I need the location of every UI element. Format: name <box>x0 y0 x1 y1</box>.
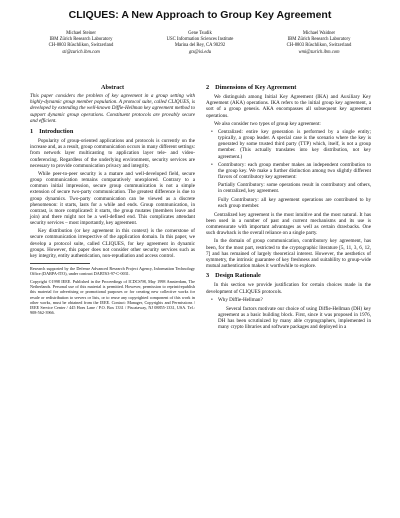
author-block <box>22 31 378 56</box>
bullet-list <box>206 129 371 209</box>
paper-title: CLIQUES: A New Approach to Group Key Agreement <box>68 9 332 21</box>
section-title: Introduction <box>39 127 74 135</box>
paragraph: Centralized key agreement is the most intuitive and the most natural. It has been used in a number of past and current mechanisms and its use is commensurate with important advantages as well as certain drawbacks. One such drawback is the overall reliance on a single party. <box>206 211 371 237</box>
paragraph: Key distribution (or key agreement in this context) is the cornerstone of secure communication irrespective of the application domain. In this paper, we develop a protocol suite, called CLIQUES, for key agreement in dynamic groups. However, this paper does not consider other security services such as key integrity, entity authentication, non-repudiation and access control. <box>30 228 195 259</box>
section-title: Dimensions of Key Agreement <box>215 84 297 91</box>
author-email: wmi@zurich.ibm.com <box>298 49 340 55</box>
section-number: 2 <box>206 84 210 91</box>
list-item: • Why Diffie-Hellman? <box>218 297 371 303</box>
author-1 <box>22 31 140 56</box>
section-heading-introduction <box>30 129 195 135</box>
abstract-heading: Abstract <box>100 84 125 91</box>
author-name: Gene Tsudik <box>188 31 212 36</box>
author-2 <box>141 31 259 56</box>
paragraph: In the domain of group communication, contributory key agreement, has been, for the most part, restricted to the cryptographic literature [5, 11, 3, 6, 12, 7] and has remained of largely theoretical interest. However, the aesthetics of symmetry, the intrinsic guarantee of key freshness and suitability to group-wide mutual authentication makes it worthwhile to explore. <box>206 238 371 270</box>
section-heading-design-rationale <box>206 273 371 279</box>
left-column <box>30 85 195 318</box>
paragraph: We distinguish among Initial Key Agreement (IKA) and Auxiliary Key Agreement (AKA) operations. IKA refers to the initial group key agreement, a sort of a group genesis. AKA encompasses all subsequent key agreement operations. <box>206 94 371 119</box>
paragraph: Popularity of group-oriented applications and protocols is currently on the increase and, as a result, group communication occurs in many different settings: from network layer multicasting to application layer tele- and video-conferencing. Regardless of the underlying environment, security services are necessary to provide communication privacy and integrity. <box>30 138 195 169</box>
paragraph: While peer-to-peer security is a mature and well-developed field, secure group communication remains comparatively unexplored. Contrary to a common initial impression, secure group communication is not a simple extension of secure two-party communication. The greatest difference is due to group dynamics. Two-party communication can be viewed as a discrete phenomenon: it starts, lasts for a while and ends. Group communication, in contrast, is more complicated: it starts, the group mutates (members leave and join) and there might not be a well-defined end. This complicates attendant security services – most importantly, key agreement. <box>30 170 195 227</box>
list-item-text: Contributory: each group member makes an independent contribution to the group key. We make a further distinction among two slightly different flavors of contributory key agreement: <box>218 161 371 181</box>
author-email: gts@isi.edu <box>188 49 212 55</box>
author-3 <box>260 31 378 56</box>
footnotes <box>30 266 195 315</box>
author-name: Michael Waidner <box>302 31 336 36</box>
author-address: Marina del Rey, CA 90292 <box>174 43 226 49</box>
abstract-text: This paper considers the problem of key agreement in a group setting with highly-dynamic group member population. A protocol suite, called CLIQUES, is developed by extending the well-known Diffie-Hellman key agreement method to support dynamic group operations. Constituent protocols are provably secure and efficient. <box>30 93 195 124</box>
paragraph: We also consider two types of group key agreement: <box>214 120 321 127</box>
right-column <box>206 85 371 332</box>
section-title: Design Rationale <box>215 272 261 280</box>
footnote-funding: Research supported by the Defense Advanced Research Project Agency, Information Technology Office (DARPA-ITO), under contract DABT63-97-C-0031. <box>30 266 195 277</box>
section-heading-dimensions <box>206 85 371 91</box>
list-item <box>218 162 371 209</box>
paragraph: Several factors motivate our choice of using Diffie-Hellman (DH) key agreement as a basic building block. First, since it was proposed in 1976, DH has been scrutinized by many able cryptographers, implemented in many crypto libraries and software packages and deployed in a <box>218 305 371 331</box>
author-email: sti@zurich.ibm.com <box>62 49 100 55</box>
author-affiliation: USC Information Sciences Institute <box>166 37 234 43</box>
author-address: CH-8803 Rüschlikon, Switzerland <box>286 43 352 49</box>
sub-item: Partially Contributory: some operations result in contributory and others, in centralized, key agreement. <box>218 182 371 195</box>
footnote-copyright: Copyright ©1998 IEEE. Published in the Proceedings of ICDCS'98, May 1998 Amsterdam, The Netherlands. Personal use of this material is permitted. However, permission to reprint/republish this material for advertising or promotional purposes or for creating new collective works for resale or redistribution to servers or lists, or to reuse any copyrighted component of this work in other works, must be obtained from the IEEE. Contact: Manager, Copyrights and Permissions / IEEE Service Center / 445 Hoes Lane / P.O. Box 1331 / Piscataway, NJ 08855-1331, USA. Tel.: 908-562-3966. <box>30 279 195 315</box>
author-name: Michael Steiner <box>66 31 96 36</box>
author-affiliation: IBM Zürich Research Laboratory <box>287 37 351 43</box>
bullet-list <box>206 297 371 303</box>
paragraph: In this section we provide justification for certain choices made in the development of CLIQUES protocols. <box>206 282 371 295</box>
list-item: • Centralized: entire key generation is performed by a single entity; typically, a group leader. A special case is the scenario where the key is generated by some trusted third party (TTP) which, itself, is not a group member. (This actually translates into key distribution, not key agreement.) <box>218 129 371 160</box>
section-number: 1 <box>30 127 34 135</box>
author-affiliation: IBM Zürich Research Laboratory <box>49 37 113 43</box>
sub-item: Fully Contributory: all key agreement operations are contributed to by each group member. <box>218 196 371 209</box>
section-number: 3 <box>206 272 210 280</box>
author-address: CH-8803 Rüschlikon, Switzerland <box>48 43 114 49</box>
